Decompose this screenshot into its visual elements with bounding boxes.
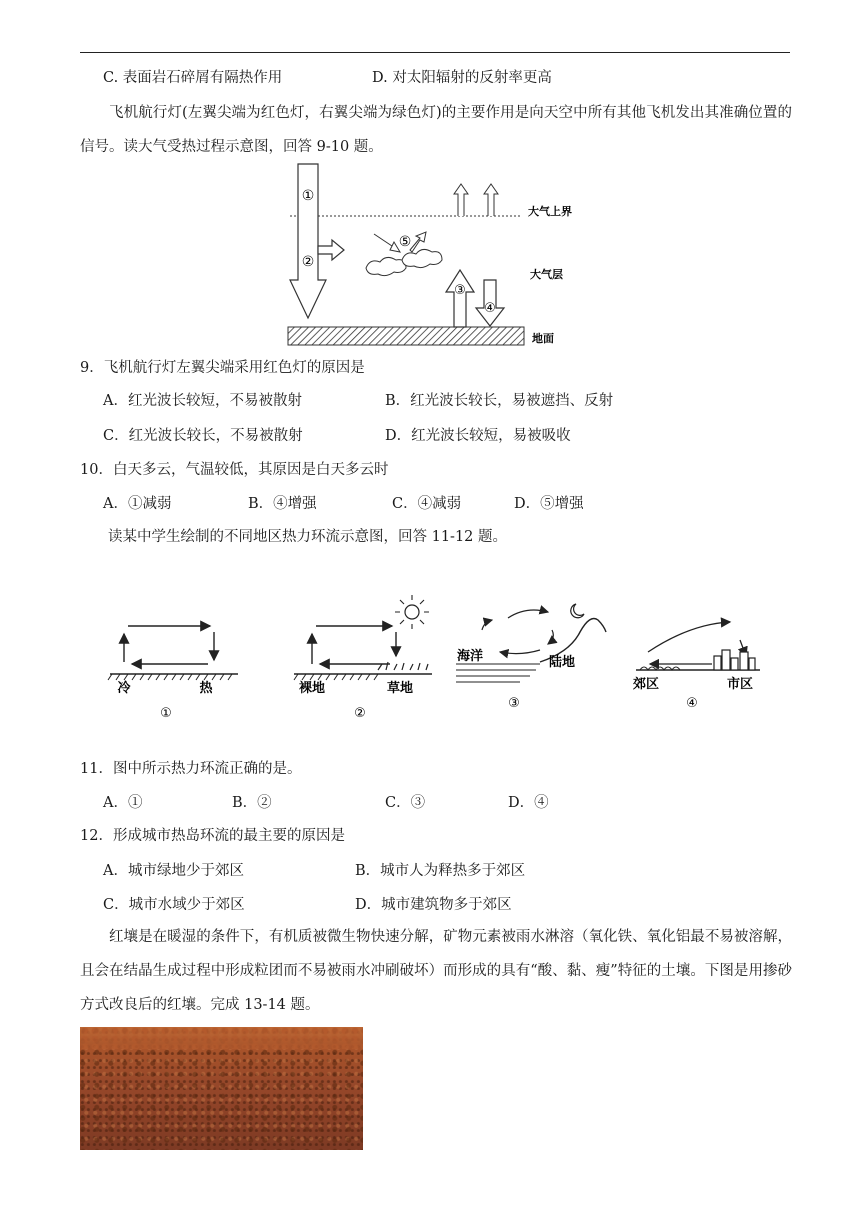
intro-13-14: 红壤是在暖湿的条件下，有机质被微生物快速分解，矿物元素被雨水淋溶（氧化铁、氧化铝最不易被溶解，且会在结晶生成过程中形成粒团而不易被雨水冲刷破坏）而形成的具有“酸、黏、瘦”特征的土壤。下图是用掺砂方式改良后的红壤。完成 13-14 题。 [80, 929, 792, 1013]
atmosphere-heating-diagram [270, 160, 600, 350]
scatter-arrow-in [374, 234, 400, 252]
red-soil-photo-topsoil [80, 1027, 363, 1049]
label-n2: ② [301, 254, 315, 270]
d2-number: ② [354, 706, 366, 721]
cloud-right [402, 249, 442, 267]
reflection-arrow [318, 240, 344, 260]
q12-option-b[interactable]: B．城市人为释热多于郊区 [355, 863, 526, 879]
header-rule [80, 52, 790, 53]
d3-right-label: 陆地 [548, 655, 576, 670]
q11-option-c[interactable]: C．③ [385, 795, 426, 811]
q9-stem: 9．飞机航行灯左翼尖端采用红色灯的原因是 [80, 360, 365, 376]
d2-left-label: 裸地 [298, 681, 326, 696]
q12-option-d[interactable]: D．城市建筑物多于郊区 [355, 897, 512, 913]
q12-option-c[interactable]: C．城市水域少于郊区 [103, 897, 245, 913]
intro-9-10: 飞机航行灯(左翼尖端为红色灯，右翼尖端为绿色灯)的主要作用是向天空中所有其他飞机发出其准确位置的信号。读大气受热过程示意图，回答 9-10 题。 [80, 105, 792, 155]
q10-option-d[interactable]: D．⑤增强 [514, 496, 584, 512]
q9-option-c[interactable]: C．红光波长较长，不易被散射 [103, 428, 303, 444]
ground-radiation-arrow [446, 270, 474, 327]
d1-left-label: 冷 [117, 681, 131, 696]
prev-option-d: D. 对太阳辐射的反射率更高 [372, 70, 552, 86]
label-n3: ③ [454, 283, 466, 298]
label-atmosphere-top: 大气上界 [528, 205, 572, 218]
ground-surface [288, 327, 524, 345]
label-n5: ⑤ [398, 234, 412, 250]
d1-right-label: 热 [199, 681, 213, 696]
q11-option-a[interactable]: A．① [103, 795, 143, 811]
intro-11-12: 读某中学生绘制的不同地区热力环流示意图，回答 11-12 题。 [108, 529, 508, 545]
q9-option-b[interactable]: B．红光波长较长，易被遮挡、反射 [385, 393, 614, 409]
d1-number: ① [160, 706, 172, 721]
d4-right-label: 市区 [726, 677, 754, 692]
circulation-diagram-3 [456, 604, 606, 711]
d4-left-label: 郊区 [632, 677, 660, 692]
d4-number: ④ [686, 696, 698, 711]
label-atmosphere-layer: 大气层 [530, 268, 563, 281]
label-n1: ① [301, 188, 315, 204]
q9-option-d[interactable]: D．红光波长较短，易被吸收 [385, 428, 571, 444]
q9-option-a[interactable]: A．红光波长较短，不易被散射 [103, 393, 302, 409]
q12-stem: 12．形成城市热岛环流的最主要的原因是 [80, 828, 345, 844]
q11-option-d[interactable]: D．④ [508, 795, 549, 811]
q11-option-b[interactable]: B．② [232, 795, 272, 811]
d2-right-label: 草地 [386, 681, 414, 696]
d3-number: ③ [508, 696, 520, 711]
q10-option-b[interactable]: B．④增强 [248, 496, 317, 512]
circulation-diagram-2 [294, 595, 432, 721]
circulation-diagram-1 [108, 626, 238, 721]
q10-stem: 10．白天多云，气温较低，其原因是白天多云时 [80, 462, 389, 478]
circulation-diagram-4 [633, 622, 760, 711]
prev-option-c: C. 表面岩石碎屑有隔热作用 [103, 70, 283, 86]
q11-stem: 11．图中所示热力环流正确的是。 [80, 761, 302, 777]
d3-left-label: 海洋 [456, 649, 484, 664]
cloud-left [366, 257, 406, 275]
escape-arrow-1 [454, 184, 468, 216]
escape-arrow-2 [484, 184, 498, 216]
label-ground: 地面 [532, 332, 554, 345]
label-n4: ④ [484, 301, 496, 316]
moon-icon [571, 604, 584, 618]
sun-icon [405, 605, 419, 619]
q10-option-c[interactable]: C．④减弱 [392, 496, 462, 512]
q10-option-a[interactable]: A．①减弱 [103, 496, 172, 512]
thermal-circulation-diagrams [100, 592, 780, 722]
q12-option-a[interactable]: A．城市绿地少于郊区 [103, 863, 244, 879]
